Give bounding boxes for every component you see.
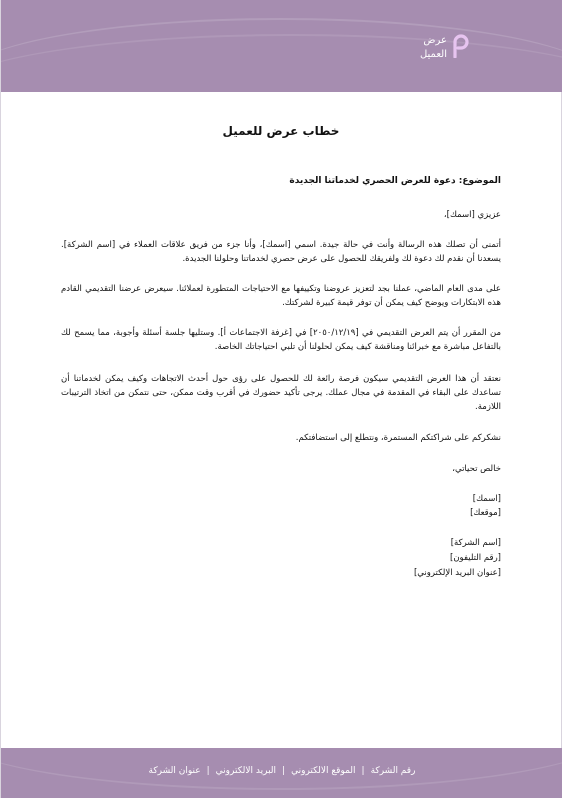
paragraph-5: نشكركم على شراكتكم المستمرة، ونتطلع إلى استضافتكم. — [295, 433, 501, 443]
footer-address: عنوان الشركة — [148, 766, 201, 776]
signature-email: [عنوان البريد الإلكتروني] — [413, 568, 501, 578]
greeting: عزيزي [اسمك]، — [443, 210, 501, 220]
signature-name: [اسمك] — [472, 494, 501, 504]
paragraph-3: من المقرر أن يتم العرض التقديمي في [٢٠٥٠/١٢/١٩] في [غرفة الاجتماعات أ]. وستليها جلسة أسئلة وأجوبة، مما يسمح لك بالتفاعل مباشرة مع خبرائنا ومناقشة كيف يمكن لحلولنا أن تلبي احتياجاتك الخاصة. — [61, 328, 502, 352]
paragraph-1: أتمنى أن تصلك هذه الرسالة وأنت في حالة جيدة. اسمي [اسمك]، وأنا جزء من فريق علاقات العملاء في [اسم الشركة]. يسعدنا أن نقدم لك دعوة لك ولفريقك للحصول على عرض حصري لخدماتنا وحلولنا الجديدة. — [61, 240, 501, 264]
logo-text — [421, 34, 447, 62]
logo-line-1: عرض — [423, 35, 447, 46]
footer-separator: | — [282, 766, 286, 776]
signature-phone: [رقم التليفون] — [450, 553, 501, 563]
logo-line-2: العميل — [419, 49, 447, 60]
paragraph-4: نعتقد أن هذا العرض التقديمي سيكون فرصة رائعة لك للحصول على رؤى حول أحدث الاتجاهات وكيف يمكن لخدماتنا أن تساعدك على البقاء في المقدمة في مجال عملك. يرجى تأكيد حضورك في أقرب وقت ممكن، حتى نتمكن من اتخاذ الترتيبات اللازمة. — [61, 374, 501, 412]
footer-website: الموقع الالكتروني — [291, 766, 356, 776]
footer-band — [1, 748, 562, 798]
logo — [421, 32, 481, 68]
footer-separator: | — [361, 766, 365, 776]
footer-phone: رقم الشركة — [370, 766, 416, 776]
logo-mark-icon — [451, 34, 469, 58]
header-band — [1, 0, 562, 92]
signature-position: [موقعك] — [470, 508, 501, 518]
paragraph-2: على مدى العام الماضي، عملنا بجد لتعزيز عروضنا وتكييفها مع الاحتياجات المتطورة لعملائنا. سيعرض عرضنا التقديمي القادم هذه الابتكارات ويوضح كيف يمكن أن توفر قيمة كبيرة لشركتك. — [61, 284, 501, 308]
footer-email: البريد الالكتروني — [215, 766, 277, 776]
letter-title: خطاب عرض للعميل — [222, 124, 340, 138]
footer-separator: | — [206, 766, 210, 776]
signature-company: [اسم الشركة] — [450, 538, 501, 548]
footer-contact — [1, 766, 562, 776]
letter-subject: الموضوع: دعوة للعرض الحصري لخدماتنا الجديدة — [289, 176, 501, 186]
closing: خالص تحياتي، — [452, 464, 501, 474]
